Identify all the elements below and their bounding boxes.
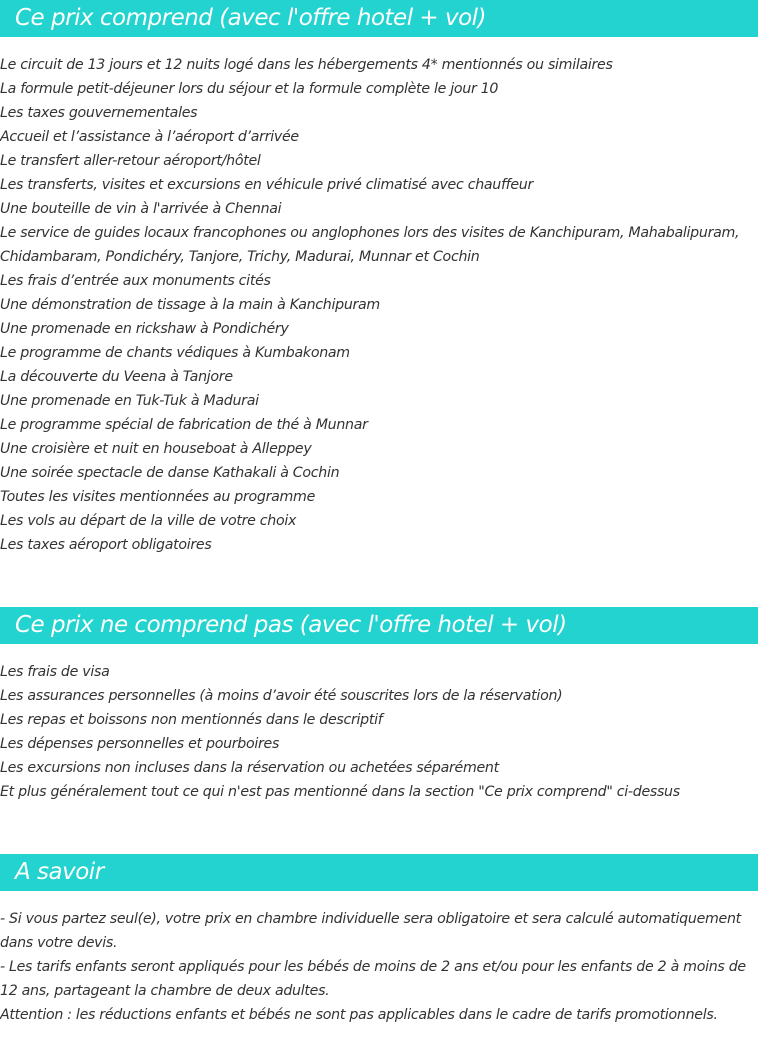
list-item: Le programme spécial de fabrication de thé à Munnar (0, 417, 368, 433)
list-item: Le circuit de 13 jours et 12 nuits logé dans les hébergements 4* mentionnés ou similaires (0, 57, 613, 73)
list-item: Les assurances personnelles (à moins d’avoir été souscrites lors de la réservation) (0, 688, 563, 704)
list-item: Attention : les réductions enfants et bébés ne sont pas applicables dans le cadre de tarifs promotionnels. (0, 1007, 718, 1023)
list-item: Les vols au départ de la ville de votre choix (0, 513, 297, 529)
included-list (0, 53, 758, 557)
list-item: Le programme de chants védiques à Kumbakonam (0, 345, 350, 361)
section-title-included: Ce prix comprend (avec l'offre hotel + vol) (0, 0, 758, 37)
section-title-excluded: Ce prix ne comprend pas (avec l'offre hotel + vol) (0, 607, 758, 644)
list-item: La découverte du Veena à Tanjore (0, 369, 233, 385)
list-item: Une démonstration de tissage à la main à Kanchipuram (0, 297, 380, 313)
list-item: Les dépenses personnelles et pourboires (0, 736, 280, 752)
list-item: Les repas et boissons non mentionnés dans le descriptif (0, 712, 383, 728)
list-item: Les frais d’entrée aux monuments cités (0, 273, 271, 289)
excluded-list (0, 660, 758, 804)
list-item: Le service de guides locaux francophones ou anglophones lors des visites de Kanchipuram, Mahabalipuram, Chidambaram, Pondichéry, Tanjore, Trichy, Madurai, Munnar et Cochin (0, 225, 740, 265)
list-item: Toutes les visites mentionnées au programme (0, 489, 315, 505)
list-item: Le transfert aller-retour aéroport/hôtel (0, 153, 261, 169)
list-item: Une soirée spectacle de danse Kathakali à Cochin (0, 465, 340, 481)
list-item: Accueil et l’assistance à l’aéroport d’arrivée (0, 129, 299, 145)
list-item: Une croisière et nuit en houseboat à Alleppey (0, 441, 312, 457)
list-item: Les taxes gouvernementales (0, 105, 198, 121)
list-item: Une bouteille de vin à l'arrivée à Chennai (0, 201, 282, 217)
list-item: Une promenade en Tuk-Tuk à Madurai (0, 393, 259, 409)
list-item: Une promenade en rickshaw à Pondichéry (0, 321, 289, 337)
list-item: Et plus généralement tout ce qui n'est pas mentionné dans la section "Ce prix comprend" ci-dessus (0, 784, 680, 800)
list-item: Les transferts, visites et excursions en véhicule privé climatisé avec chauffeur (0, 177, 534, 193)
list-item: Les excursions non incluses dans la réservation ou achetées séparément (0, 760, 499, 776)
list-item: - Les tarifs enfants seront appliqués pour les bébés de moins de 2 ans et/ou pour les enfants de 2 à moins de 12 ans, partageant la chambre de deux adultes. (0, 959, 746, 999)
section-title-savoir: A savoir (0, 854, 758, 891)
list-item: La formule petit-déjeuner lors du séjour et la formule complète le jour 10 (0, 81, 499, 97)
section-excluded (0, 607, 758, 804)
list-item: - Si vous partez seul(e), votre prix en chambre individuelle sera obligatoire et sera calculé automatiquement dans votre devis. (0, 911, 741, 951)
list-item: Les frais de visa (0, 664, 110, 680)
list-item: Les taxes aéroport obligatoires (0, 537, 212, 553)
savoir-list (0, 907, 758, 1027)
section-savoir (0, 854, 758, 1027)
